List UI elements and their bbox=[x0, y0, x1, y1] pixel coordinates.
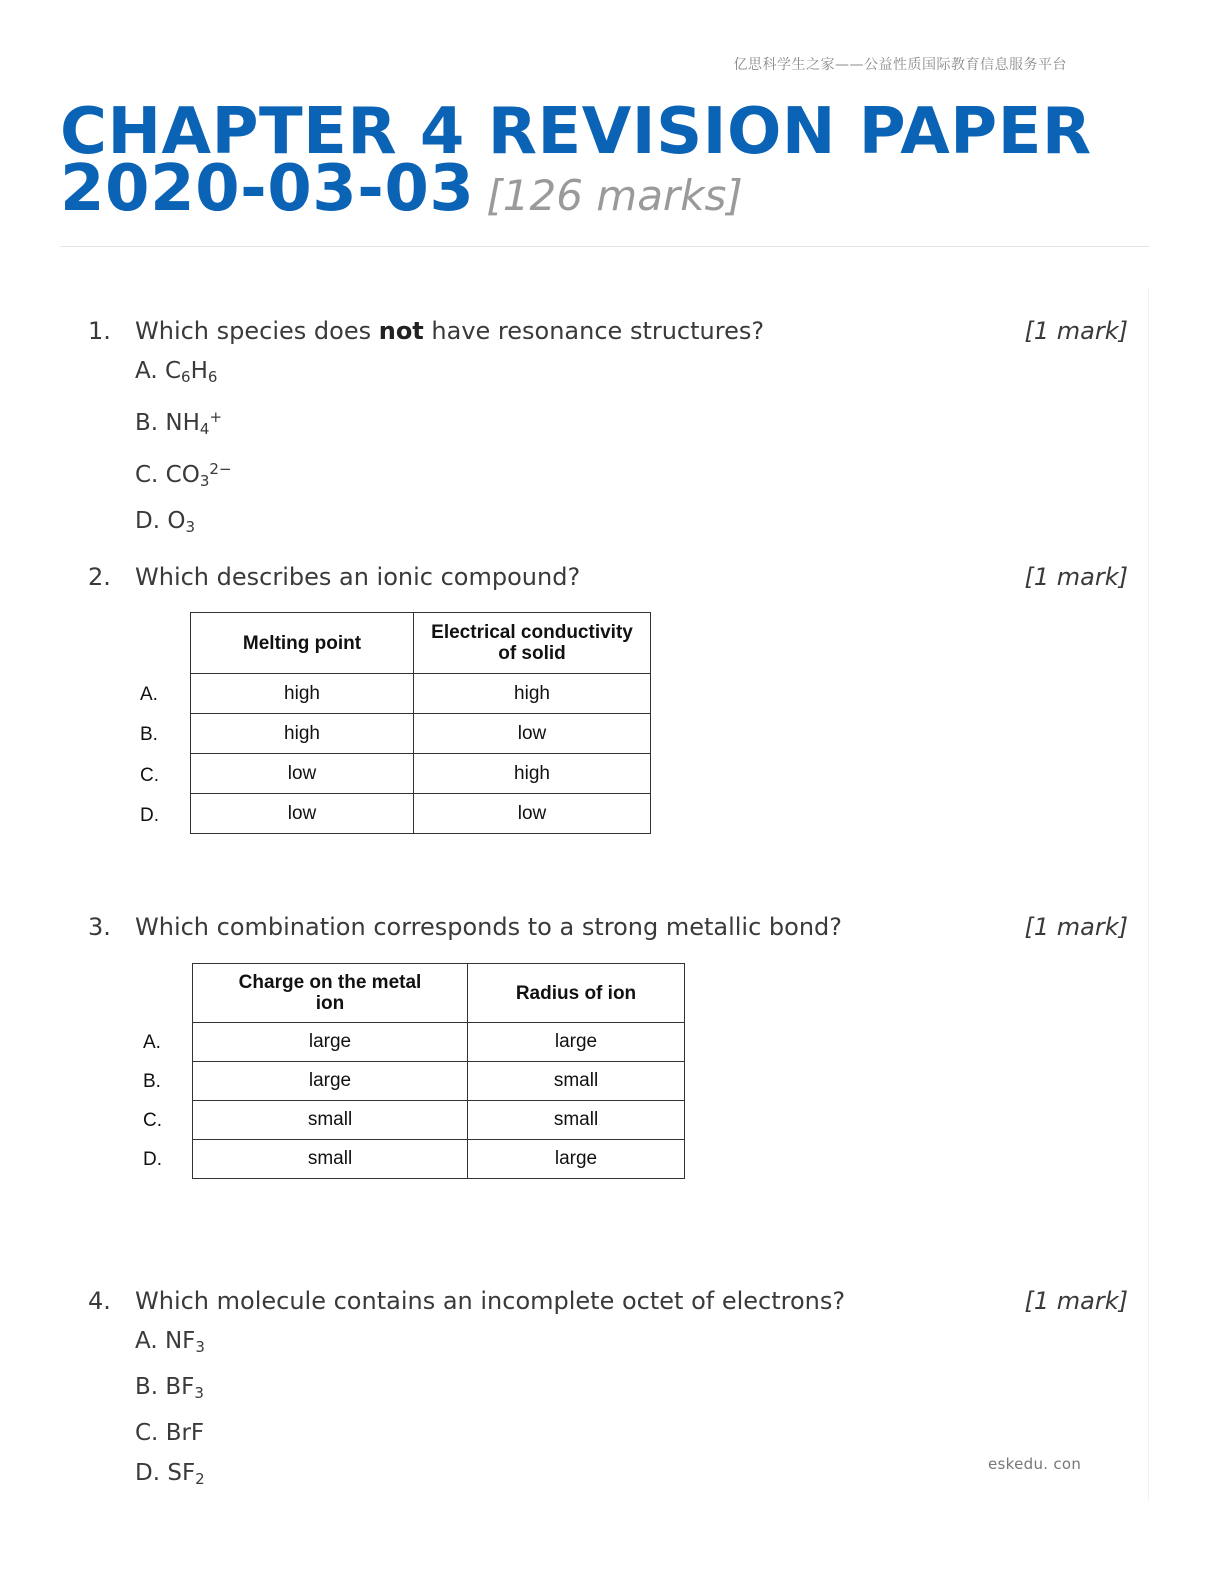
question-number: 3. bbox=[88, 913, 111, 941]
question-text: Which describes an ionic compound? bbox=[135, 563, 581, 591]
question-number: 1. bbox=[88, 317, 111, 345]
options-list bbox=[135, 1321, 1128, 1499]
row-label: C. bbox=[140, 765, 159, 786]
option-a: A. $NF_3$ bbox=[135, 1328, 205, 1356]
table-cell: large bbox=[468, 1140, 685, 1179]
title-line-2: 2020-03-03 bbox=[60, 152, 475, 226]
question-number: 2. bbox=[88, 563, 111, 591]
question-3 bbox=[88, 911, 1128, 943]
options-list bbox=[135, 351, 1128, 547]
question-text: Which species does not have resonance structures? bbox=[135, 317, 765, 345]
title-line-1: CHAPTER 4 REVISION PAPER bbox=[60, 95, 1092, 169]
question-mark: [1 mark] bbox=[1024, 317, 1128, 345]
q2-table bbox=[190, 612, 651, 834]
table-cell: high bbox=[191, 674, 414, 714]
question-1 bbox=[88, 315, 1128, 547]
row-label: A. bbox=[143, 1032, 161, 1053]
table-row bbox=[193, 1023, 685, 1062]
table-cell: small bbox=[193, 1140, 468, 1179]
table-header: Electrical conductivity of solid bbox=[414, 613, 651, 674]
content-border bbox=[1148, 288, 1149, 1500]
table-row bbox=[191, 674, 651, 714]
option-d: D. $O_3$ bbox=[135, 508, 195, 536]
table-cell: small bbox=[468, 1101, 685, 1140]
page-title bbox=[60, 95, 1092, 226]
table-cell: high bbox=[414, 674, 651, 714]
question-4 bbox=[88, 1285, 1128, 1499]
question-text: Which molecule contains an incomplete octet of electrons? bbox=[135, 1287, 846, 1315]
question-text: Which combination corresponds to a strong metallic bond? bbox=[135, 913, 843, 941]
question-mark: [1 mark] bbox=[1024, 913, 1128, 941]
table-cell: large bbox=[193, 1062, 468, 1101]
option-a: A. $C_6H_6$ bbox=[135, 358, 218, 386]
header-note: 亿思科学生之家——公益性质国际教育信息服务平台 bbox=[733, 57, 1067, 73]
table-cell: small bbox=[193, 1101, 468, 1140]
table-cell: low bbox=[414, 794, 651, 834]
option-c: C. BrF bbox=[135, 1420, 205, 1446]
q2-table-wrap bbox=[190, 612, 651, 834]
option-c: C. $CO_3^{2-}$ bbox=[135, 460, 232, 490]
question-mark: [1 mark] bbox=[1024, 1287, 1128, 1315]
question-number: 4. bbox=[88, 1287, 111, 1315]
table-cell: large bbox=[193, 1023, 468, 1062]
option-b: B. $NH_4^+$ bbox=[135, 408, 223, 438]
table-cell: low bbox=[414, 714, 651, 754]
row-label: B. bbox=[140, 724, 158, 745]
table-row bbox=[193, 1101, 685, 1140]
title-divider bbox=[60, 246, 1149, 247]
table-cell: large bbox=[468, 1023, 685, 1062]
row-label: C. bbox=[143, 1110, 162, 1131]
table-row bbox=[191, 714, 651, 754]
table-row bbox=[193, 1140, 685, 1179]
q3-table-wrap bbox=[192, 963, 685, 1179]
table-cell: high bbox=[191, 714, 414, 754]
q3-table bbox=[192, 963, 685, 1179]
table-header: Charge on the metal ion bbox=[193, 964, 468, 1023]
table-row bbox=[191, 754, 651, 794]
row-label: D. bbox=[143, 1149, 162, 1170]
question-mark: [1 mark] bbox=[1024, 563, 1128, 591]
table-header: Melting point bbox=[191, 613, 414, 674]
table-row bbox=[191, 794, 651, 834]
row-label: A. bbox=[140, 684, 158, 705]
table-cell: high bbox=[414, 754, 651, 794]
option-d: D. $SF_2$ bbox=[135, 1460, 205, 1488]
table-cell: low bbox=[191, 794, 414, 834]
option-b: B. $BF_3$ bbox=[135, 1374, 204, 1402]
row-label: B. bbox=[143, 1071, 161, 1092]
row-label: D. bbox=[140, 805, 159, 826]
table-cell: low bbox=[191, 754, 414, 794]
table-row bbox=[193, 1062, 685, 1101]
table-cell: small bbox=[468, 1062, 685, 1101]
table-header: Radius of ion bbox=[468, 964, 685, 1023]
footer-note: eskedu. con bbox=[988, 1455, 1082, 1473]
question-2 bbox=[88, 561, 1128, 593]
total-marks: [126 marks] bbox=[486, 171, 743, 220]
